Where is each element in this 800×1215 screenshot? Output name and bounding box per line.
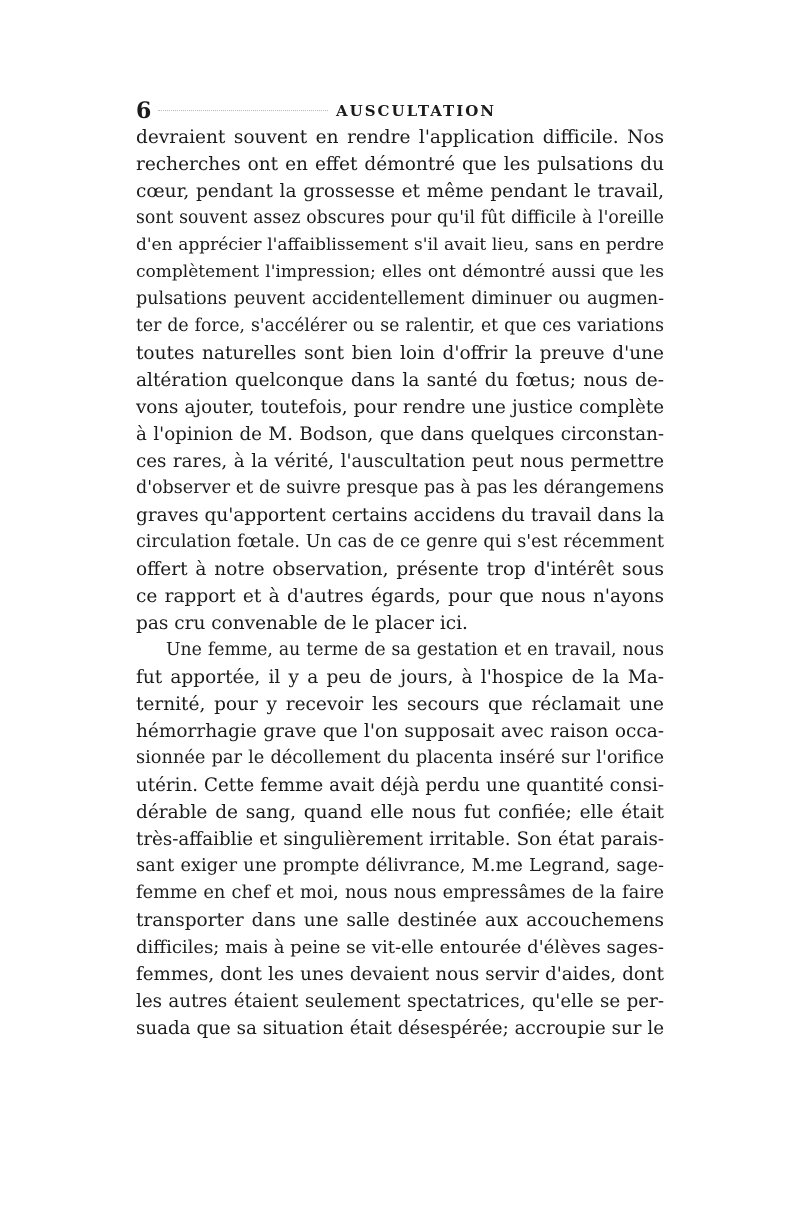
text-line: toutes naturelles sont bien loin d'offrir la preuve d'une bbox=[136, 343, 664, 364]
text-line: ternité, pour y recevoir les secours que réclamait une bbox=[136, 694, 664, 715]
text-line: sionnée par le décollement du placenta inséré sur l'orifice bbox=[136, 748, 664, 768]
text-line: d'observer et de suivre presque pas à pas les dérangemens bbox=[136, 478, 664, 498]
text-line: transporter dans une salle destinée aux accouchemens bbox=[136, 910, 664, 931]
text-line: complètement l'impression; elles ont démontré aussi que les bbox=[136, 262, 664, 282]
text-line: fut apportée, il y a peu de jours, à l'hospice de la Ma- bbox=[136, 667, 664, 688]
text-line: femmes, dont les unes devaient nous servir d'aides, dont bbox=[136, 964, 664, 985]
text-line: très-affaiblie et singulièrement irritable. Son état parais- bbox=[136, 829, 664, 850]
text-line: cœur, pendant la grossesse et même pendant le travail, bbox=[136, 181, 664, 202]
text-line: recherches ont en effet démontré que les pulsations du bbox=[136, 154, 664, 175]
text-line: d'en apprécier l'affaiblissement s'il avait lieu, sans en perdre bbox=[136, 235, 664, 255]
text-line: altération quelconque dans la santé du fœtus; nous de- bbox=[136, 370, 664, 391]
text-line: offert à notre observation, présente trop d'intérêt sous bbox=[136, 559, 664, 580]
text-line: hémorrhagie grave que l'on supposait avec raison occa- bbox=[136, 721, 664, 742]
text-line: difficiles; mais à peine se vit-elle entourée d'élèves sages- bbox=[136, 937, 664, 958]
text-line: ces rares, à la vérité, l'auscultation peut nous permettre bbox=[136, 451, 664, 472]
page-number: 6 bbox=[136, 98, 152, 124]
text-line-paragraph-start: Une femme, au terme de sa gestation et en travail, nous bbox=[166, 640, 664, 660]
text-line: ter de force, s'accélérer ou se ralentir, et que ces variations bbox=[136, 316, 664, 336]
page-header bbox=[136, 98, 664, 124]
text-line: circulation fœtale. Un cas de ce genre qui s'est récemment bbox=[136, 532, 664, 552]
text-line: suada que sa situation était désespérée; accroupie sur le bbox=[136, 1018, 664, 1039]
text-line: devraient souvent en rendre l'application difficile. Nos bbox=[136, 127, 664, 148]
running-title: AUSCULTATION bbox=[336, 102, 497, 120]
body-text bbox=[136, 124, 664, 1042]
text-line: les autres étaient seulement spectatrices, qu'elle se per- bbox=[136, 991, 664, 1012]
text-line: femme en chef et moi, nous nous empressâmes de la faire bbox=[136, 883, 664, 903]
text-line: graves qu'apportent certains accidens du travail dans la bbox=[136, 505, 665, 526]
text-line: utérin. Cette femme avait déjà perdu une quantité consi- bbox=[136, 775, 664, 796]
text-line: à l'opinion de M. Bodson, que dans quelques circonstan- bbox=[136, 424, 664, 445]
text-line: pulsations peuvent accidentellement diminuer ou augmen- bbox=[136, 289, 664, 309]
text-line: ce rapport et à d'autres égards, pour que nous n'ayons bbox=[136, 586, 664, 607]
text-line: sont souvent assez obscures pour qu'il fût difficile à l'oreille bbox=[136, 208, 664, 228]
text-line: vons ajouter, toutefois, pour rendre une justice complète bbox=[136, 397, 664, 418]
header-dotted-rule bbox=[158, 110, 328, 111]
text-line: sant exiger une prompte délivrance, M.me Legrand, sage- bbox=[136, 856, 664, 876]
text-line: dérable de sang, quand elle nous fut confiée; elle était bbox=[136, 802, 664, 823]
text-line-paragraph-end: pas cru convenable de le placer ici. bbox=[136, 613, 468, 634]
